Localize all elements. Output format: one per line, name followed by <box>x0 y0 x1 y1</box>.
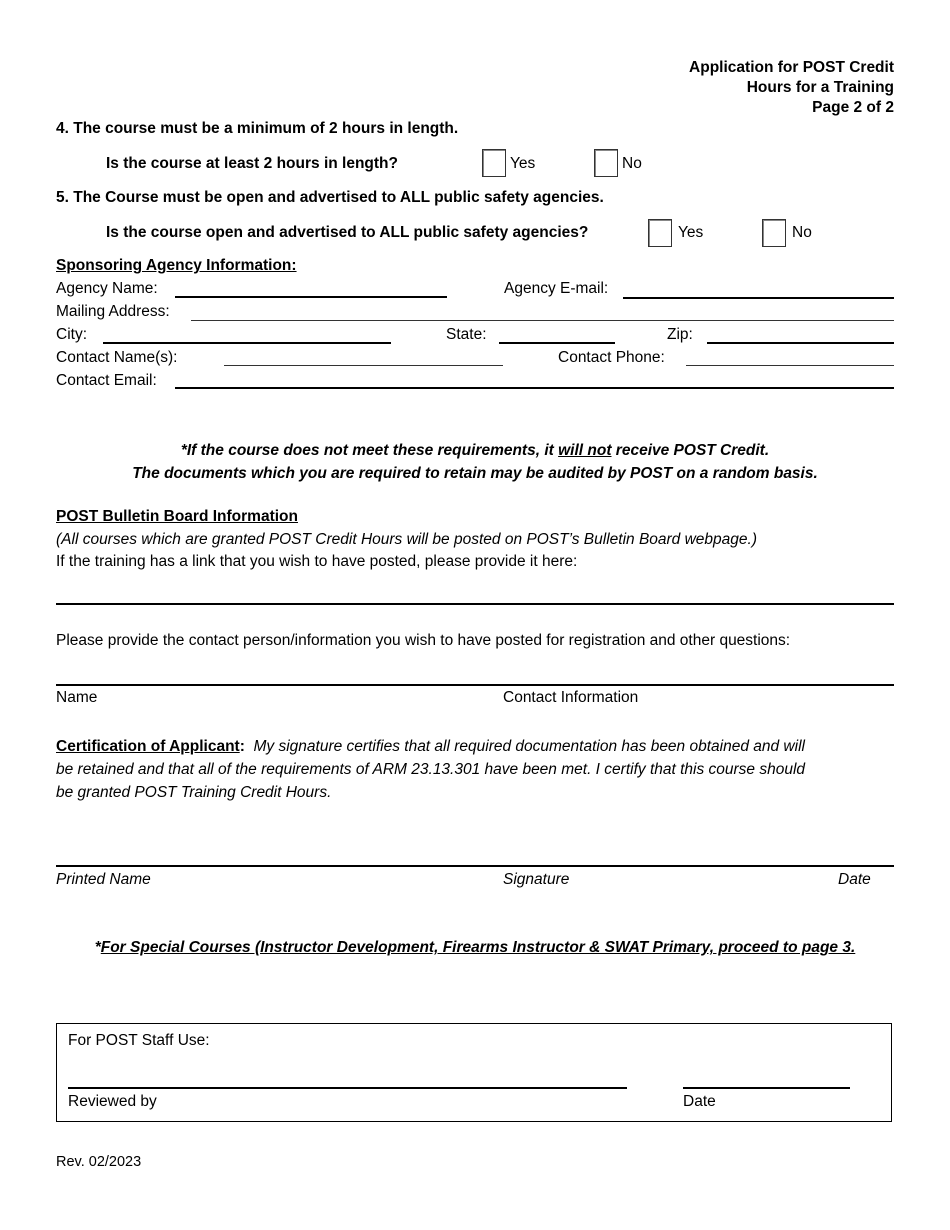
staff-date-caption: Date <box>683 1093 716 1110</box>
agency-email-label: Agency E-mail: <box>504 280 609 297</box>
contact-email-label: Contact Email: <box>56 372 157 389</box>
notice-star: * <box>180 442 187 459</box>
requirement-4-title: 4. The course must be a minimum of 2 hours in length. <box>56 120 459 137</box>
certification-heading: Certification of Applicant <box>56 738 240 755</box>
page-number: Page 2 of 2 <box>812 99 894 116</box>
requirement-5-title: 5. The Course must be open and advertised to ALL public safety agencies. <box>56 189 604 206</box>
agency-name-label: Agency Name: <box>56 280 158 297</box>
requirement-4-question: Is the course at least 2 hours in length? <box>106 155 398 172</box>
agency-name-field[interactable] <box>175 296 447 298</box>
staff-use-title: For POST Staff Use: <box>68 1032 210 1049</box>
certification-text-3: be granted POST Training Credit Hours. <box>56 784 332 801</box>
training-link-field[interactable] <box>56 603 894 605</box>
staff-date-field[interactable] <box>683 1087 850 1089</box>
header-subtitle: Hours for a Training <box>746 79 894 96</box>
posted-contact-field[interactable] <box>56 684 894 686</box>
notice-text: If the course does not meet these requirements, it <box>186 442 559 459</box>
zip-field[interactable] <box>707 342 894 344</box>
req4-no-checkbox[interactable] <box>594 149 618 177</box>
bulletin-heading: POST Bulletin Board Information <box>56 508 298 525</box>
date-caption: Date <box>838 871 871 888</box>
name-caption: Name <box>56 689 98 706</box>
staff-use-box <box>56 1023 892 1122</box>
mailing-address-label: Mailing Address: <box>56 303 170 320</box>
certification-text-1: My signature certifies that all required documentation has been obtained and will <box>253 738 805 755</box>
link-prompt: If the training has a link that you wish to have posted, please provide it here: <box>56 553 578 570</box>
header-title: Application for POST Credit <box>689 59 894 76</box>
bulletin-note: (All courses which are granted POST Credit Hours will be posted on POST’s Bulletin Board webpage.) <box>56 531 757 548</box>
reviewed-by-caption: Reviewed by <box>68 1093 157 1110</box>
requirement-5-question: Is the course open and advertised to ALL public safety agencies? <box>106 224 589 241</box>
notice-text-end: receive POST Credit. <box>611 442 770 459</box>
city-label: City: <box>56 326 87 343</box>
contact-names-label: Contact Name(s): <box>56 349 178 366</box>
certification-colon: : <box>239 738 245 755</box>
contact-prompt: Please provide the contact person/information you wish to have posted for registration and other questions: <box>56 632 791 649</box>
zip-label: Zip: <box>667 326 693 343</box>
revision-date: Rev. 02/2023 <box>56 1154 142 1170</box>
certification-paragraph <box>56 735 906 804</box>
printed-name-caption: Printed Name <box>56 871 151 888</box>
requirements-notice <box>0 439 950 485</box>
special-courses-text: For Special Courses (Instructor Development, Firearms Instructor & SWAT Primary, proceed to page 3. <box>100 939 856 956</box>
signature-line-field[interactable] <box>56 865 894 867</box>
mailing-address-field[interactable] <box>191 320 894 321</box>
contact-email-field[interactable] <box>175 387 894 389</box>
contact-phone-label: Contact Phone: <box>558 349 665 366</box>
reviewed-by-field[interactable] <box>68 1087 627 1089</box>
state-field[interactable] <box>499 342 615 344</box>
agency-email-field[interactable] <box>623 297 894 299</box>
signature-caption: Signature <box>503 871 570 888</box>
contact-information-caption: Contact Information <box>503 689 639 706</box>
req4-yes-checkbox[interactable] <box>482 149 506 177</box>
audit-notice: The documents which you are required to retain may be audited by POST on a random basis. <box>132 465 818 482</box>
req4-no-label: No <box>622 155 642 172</box>
req5-no-checkbox[interactable] <box>762 219 786 247</box>
state-label: State: <box>446 326 487 343</box>
form-header <box>689 58 894 118</box>
notice-emphasis: will not <box>558 442 612 459</box>
req5-yes-checkbox[interactable] <box>648 219 672 247</box>
req5-yes-label: Yes <box>678 224 704 241</box>
city-field[interactable] <box>103 342 391 344</box>
contact-phone-field[interactable] <box>686 365 894 366</box>
req4-yes-label: Yes <box>510 155 536 172</box>
special-courses-note <box>0 939 950 957</box>
certification-text-2: be retained and that all of the requirements of ARM 23.13.301 have been met. I certify that this course should <box>56 761 806 778</box>
sponsor-heading: Sponsoring Agency Information: <box>56 257 297 274</box>
req5-no-label: No <box>792 224 812 241</box>
contact-names-field[interactable] <box>224 365 503 366</box>
special-star: * <box>94 939 101 956</box>
